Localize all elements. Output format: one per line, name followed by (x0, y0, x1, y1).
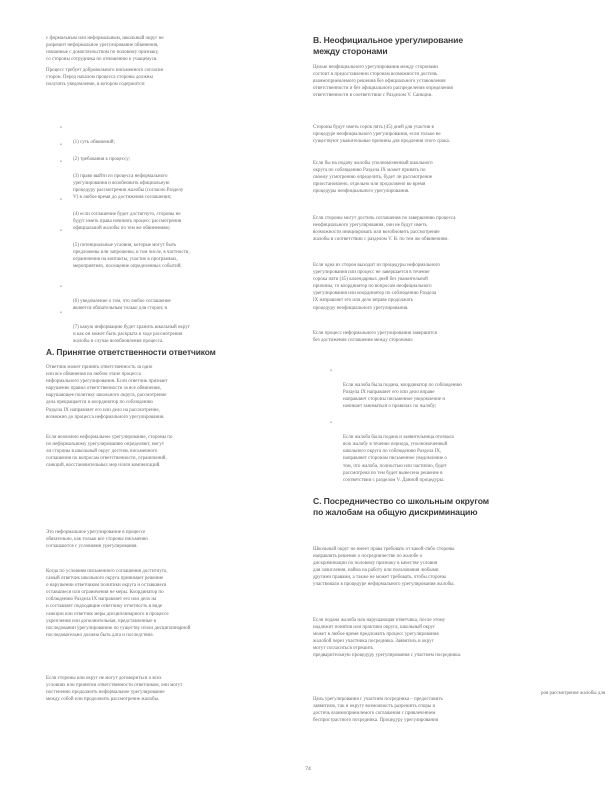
section-a-paragraph-4: Когда по условиям письменного соглашения достигнуто, самый ответчик школьного округа принимает решение о нарушении ответчиком политики округа и оставшиеся оставшиеся или ограничения не меры. Координатор по соблюдению Раздела IX направляет его или дело на и составляет подходящие ответчику отчетность в виде санкции или ответчик меры дисциплинарного в процессе укрепления или дополнительная, представленные в последовании урегулированию по существу и/или дисциплинарной последовательно должна быть дата и последствие. (46, 569, 191, 638)
section-b-paragraph-4: Если стороны могут достичь соглашения по завершению процесса неофициального урегулирования, они не будут иметь возможности инициировать или возобновить рассмотрение жалобы в соответствии с разделом V. В. по тем же обвинениям. (313, 216, 456, 243)
overflow-text-fragment: роя рассмотрение жалобы для (541, 691, 606, 696)
bullet-icon: • (60, 142, 62, 148)
condition-item-text: (4) если соглашение будет достигнуто, стороны не будут иметь права начинать процесс рассмотрения официальной жалобы по тем же обвинениям; (73, 212, 182, 232)
condition-item-text: (1) суть обвинений; (73, 140, 115, 146)
outcome-item-text: Если жалоба была подана, координатор по соблюдению Раздела IX направляет его или дело вправе направляет стороны письменное уведомление и начинает заниматься о правилах по жалобу; (343, 383, 462, 410)
section-a-paragraph-3: Это неформальное урегулирование в процессе обязательно, как только все стороны письменно соглашаются с условиями урегулирования. (46, 530, 148, 550)
condition-item-text: (6) уведомление о том, что любое соглашение является обязательным только для сторон; и (73, 299, 171, 312)
section-c-paragraph-1: Школьный округ не имеет права требовать от какой-либо стороны направлять решение о посредничестве по жалобе о дискриминации по половому признаку в качестве условия для зачисления, найма на работу или пользования любыми другими правами, а также не может требовать, чтобы стороны участвовали в процедуре неформального урегулирования жалобы. (313, 547, 455, 588)
bullet-icon: • (330, 420, 332, 426)
outcome-item-2 (330, 420, 543, 484)
condition-item-text: (3) право выйти из процесса неформального урегулирования и возобновить официальную процедуру рассмотрения жалобы (согласно Разделу V) в любое время до достижения соглашения; (73, 174, 184, 201)
section-a-heading: A. Принятие ответственности ответчиком (46, 347, 216, 357)
bullet-icon: • (330, 368, 332, 374)
bullet-icon: • (60, 197, 62, 203)
outcome-item-1 (330, 368, 543, 411)
bullet-icon: • (60, 310, 62, 316)
page-number: 74 (305, 766, 311, 772)
intro-paragraph: с формальным или неформальным, школьный округ не разрешит неформальное урегулирование обвинения, связанные с домогательством по половому признаку, со стороны сотрудника по отношению к учащемуся. (46, 36, 164, 63)
bullet-icon: • (60, 284, 62, 290)
section-a-paragraph-5: Если стороны или округ не могут договориться о всех условиях или принятии ответственности ответчиком, они могут постепенно продолжить неформальное урегулирование между собой или продолжить рассмотрение жалобы. (46, 676, 183, 703)
section-a-paragraph-1: Ответчик может принять ответственность за одно или все обвинения на любом этапе процесса неформального урегулирования. Если ответчик признает нарушение правил ответственности за все обвинения, нарушающее политику школьного округа, рассмотрение дела прекращается и координатор по соблюдению Раздела IX направляет его или дело на рассмотрение, возможно до процесса неформального урегулирования. (46, 365, 168, 420)
section-b-paragraph-5: Если одна из сторон выходит из процедуры неформального урегулирования или процесс не завершается в течение сорока пяти (45) календарных дней без уважительной причины, то координатор по вопросам неофициального урегулирования или координатор по соблюдению Раздела IX направляет его или дело вправе продолжать процедуру неофициального урегулирования. (313, 263, 440, 311)
conditions-intro-paragraph: Процесс требует добровольного письменного согласия сторон. Перед началом процесса стороны должны получить уведомление, в котором содержится: (46, 68, 163, 88)
condition-item-3 (60, 159, 273, 202)
section-b-paragraph-6: Если процесс неформального урегулирования завершится без достижения соглашения между сторонами: (313, 331, 437, 344)
section-a-paragraph-2: Если возможно неформальное урегулирование, стороны по по неформальному урегулированию определяют, могут ли стороны в школьный округ достичь письменного соглашения по вопросам ответственности, ограничений, санкций, восстановительных мер и/или компенсаций. (46, 435, 173, 469)
condition-item-6 (60, 284, 273, 312)
condition-item-text: (5) потенциальные условия, которые могут быть предложены или запрошены, в том числе, в частности, ограничения на контакты, участие в программах, мероприятиях, посещение определенных событий; (73, 243, 190, 270)
bullet-icon: • (60, 159, 62, 165)
outcome-item-text: Если жалоба была подана и заявительница отозвала всю жалобу в течение периода, уполномоченный школьного округа по соблюдению Раздела IX, направляет сторонам письменное уведомление о том, что жалоба, полностью или частично, будет рассмотрена по тем будет вынесено решение в соответствии с разделом V. Данной процедуры. (343, 435, 454, 483)
bullet-icon: • (60, 228, 62, 234)
section-b-heading: B. Неофициальное урегулирование между сторонами (313, 35, 463, 56)
section-c-heading: C. Посредничество со школьным округом по жалобам на общую дискриминацию (313, 496, 490, 517)
condition-item-text: (7) какую информацию будет хранить школьный округ и как он может быть раскрыта в ходе рассмотрения жалобы в случае возобновления процесса. (73, 325, 190, 345)
section-b-paragraph-3: Если бы на подачу жалобы уполномоченный школьного округа по соблюдению Раздела IX может принять по своему усмотрению определить, будет ли рассмотрение приостановлено, отдельно или продолжено во время процедуры неофициального урегулирования. (313, 161, 433, 195)
condition-item-5 (60, 228, 273, 271)
condition-item-7 (60, 310, 273, 345)
condition-item-text: (2) требования к процессу; (73, 157, 131, 163)
section-c-paragraph-3: Цель урегулирования с участием посредника – предоставить заявителю, так и округу возможность разрешить споры и достичь взаимоприемлемого соглашения с привлечением беспристрастного посредника. Процедуру урегулирования (313, 697, 443, 724)
section-c-paragraph-2: Если подана жалоба или нарушающая ответчика, после этому надлежит понятия или практики округа, школьный округ может в любое время предложить процесс урегулирования жалобой через участника посредника. Заявитель и округ могут согласиться отрешить предварительную процедуру урегулирования с участием посредника. (313, 618, 462, 659)
bullet-icon: • (60, 125, 62, 131)
section-b-paragraph-2: Стороны будут иметь сорок пять (45) дней для участия в процедуре неофициального урегулирования, если только не существуют уважительные причины для продления этого срока. (313, 125, 450, 145)
section-b-paragraph-1: Целью неофициального урегулирования между сторонами состоит в предоставлении сторонам возможности достичь взаимоприемлемого решения без официального установления ответственности и без официального распределения определения ответственности в соответствии с Разделом V. Санкции. (313, 65, 453, 99)
